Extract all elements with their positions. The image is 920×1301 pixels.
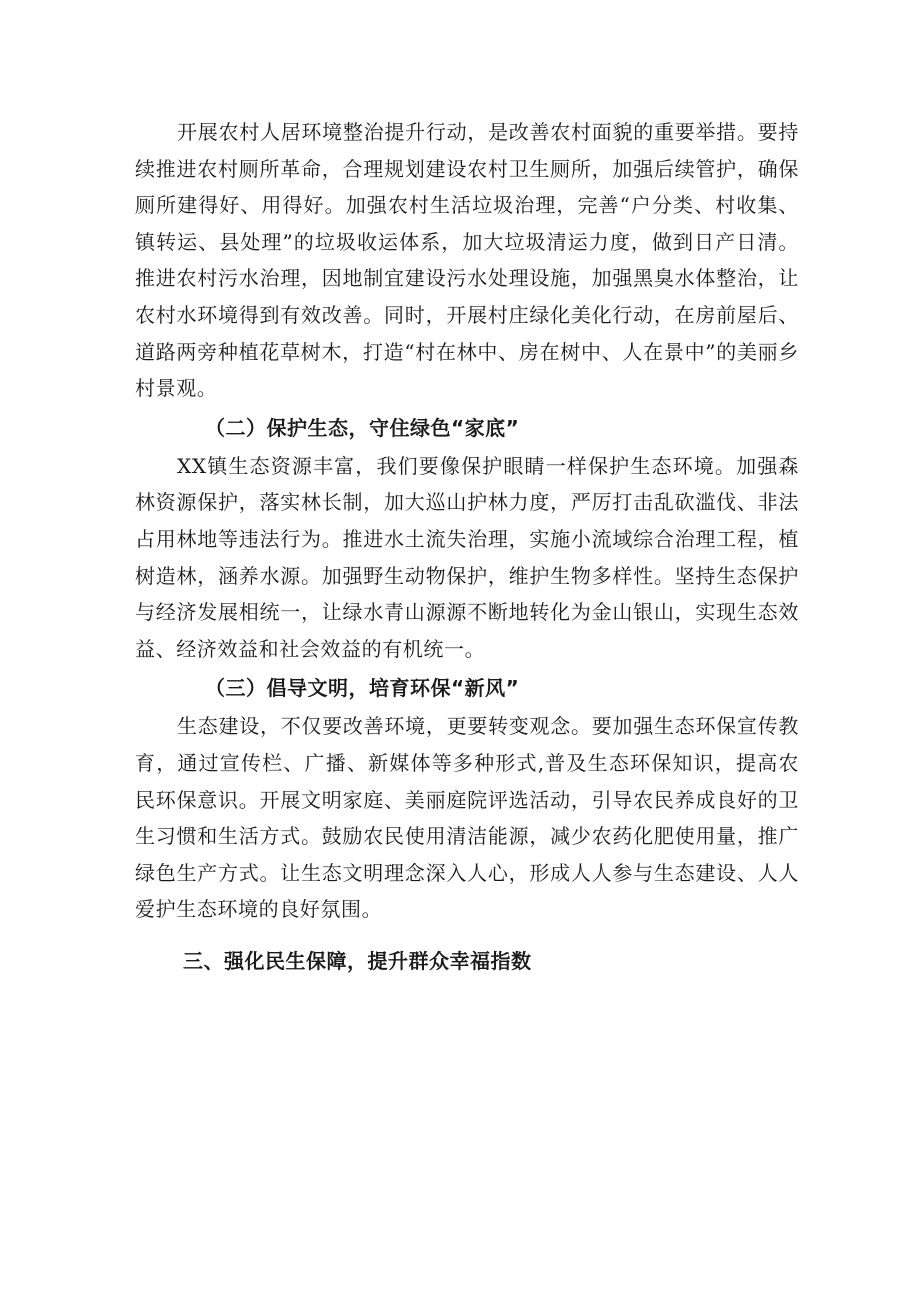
chapter-heading-livelihood: 三、强化民生保障，提升群众幸福指数 — [183, 948, 532, 973]
paragraph-rural-environment: 开展农村人居环境整治提升行动，是改善农村面貌的重要举措。要持续推进农村厕所革命，合理规划建设农村卫生厕所，加强后续管护，确保厕所建得好、用得好。加强农村生活垃圾治理，完善“户分类、村收集、镇转运、县处理”的垃圾收运体系，加大垃圾清运力度，做到日产日清。推进农村污水治理，因地制宜建设污水处理设施，加强黑臭水体整治，让农村水环境得到有效改善。同时，开展村庄绿化美化行动，在房前屋后、道路两旁种植花草树木，打造“村在林中、房在树中、人在景中”的美丽乡村景观。 — [135, 120, 799, 401]
paragraph-ecology-protection: XX镇生态资源丰富，我们要像保护眼睛一样保护生态环境。加强森林资源保护，落实林长制，加大巡山护林力度，严厉打击乱砍滥伐、非法占用林地等违法行为。推进水土流失治理，实施小流域综合治理工程，植树造林，涵养水源。加强野生动物保护，维护生物多样性。坚持生态保护与经济发展相统一，让绿水青山源源不断地转化为金山银山，实现生态效益、经济效益和社会效益的有机统一。 — [135, 453, 799, 661]
section-heading-protect-ecology: （二）保护生态，守住绿色“家底” — [205, 415, 520, 440]
section-heading-civilization: （三）倡导文明，培育环保“新风” — [205, 676, 520, 701]
document-body — [135, 114, 799, 981]
paragraph-civilization: 生态建设，不仅要改善环境，更要转变观念。要加强生态环保宣传教育，通过宣传栏、广播、新媒体等多种形式,普及生态环保知识，提高农民环保意识。开展文明家庭、美丽庭院评选活动，引导农民养成良好的卫生习惯和生活方式。鼓励农民使用清洁能源，减少农药化肥使用量，推广绿色生产方式。让生态文明理念深入人心，形成人人参与生态建设、人人爱护生态环境的良好氛围。 — [135, 714, 799, 922]
